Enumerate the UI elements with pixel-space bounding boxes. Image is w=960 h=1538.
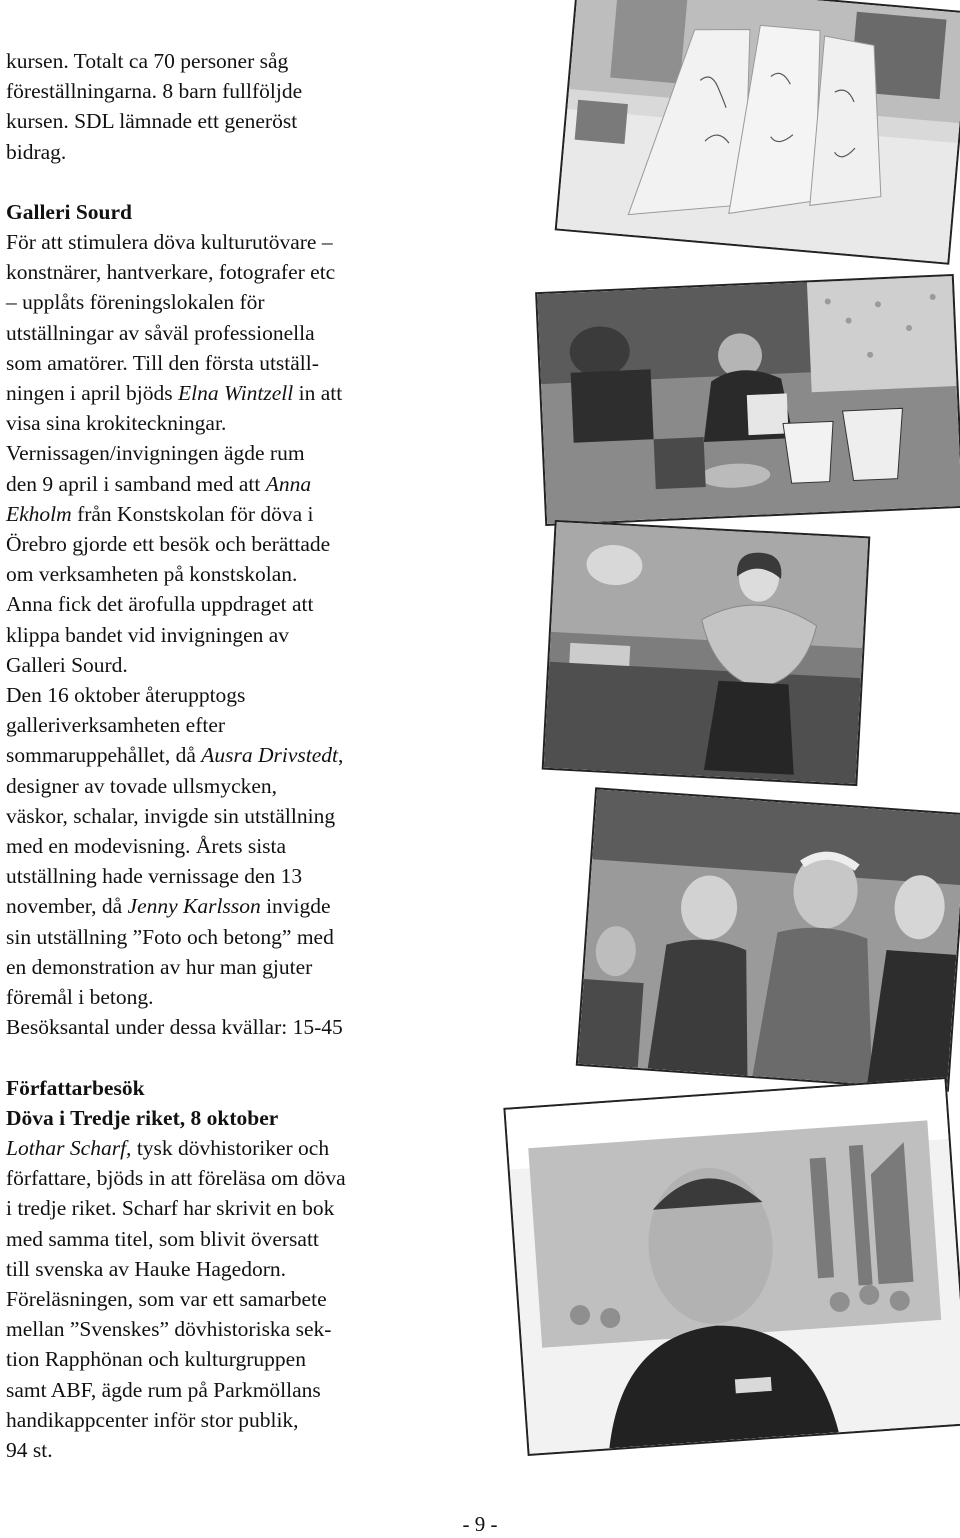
text-line: med en modevisning. Årets sista [6,834,287,859]
text-line: väskor, schalar, invigde sin utställning [6,803,336,828]
text-line: som amatörer. Till den första utställ- [6,350,319,375]
artist-name: Ausra Drivstedt [201,743,338,768]
text-line: Örebro gjorde ett besök och berättade [6,532,331,557]
text-line: Den 16 oktober återupptogs [6,683,246,708]
text-line: kursen. Totalt ca 70 personer såg [6,49,289,73]
article-text [6,46,436,1465]
text-line: november, då Jenny Karlsson invigde [6,894,331,919]
text-line: Ekholm från Konstskolan för döva i [6,501,314,526]
text-line: För att stimulera döva kulturutövare – [6,230,333,255]
section-subheading: Döva i Tredje riket, 8 oktober [6,1105,279,1130]
text-line: ningen i april bjöds Elna Wintzell in att [6,381,343,406]
text-line: den 9 april i samband med att Anna [6,471,312,496]
text-line: mellan ”Svenskes” dövhistoriska sek- [6,1317,332,1342]
text-line: utställningar av såväl professionella [6,320,315,345]
text-line: designer av tovade ullsmycken, [6,773,278,798]
text-line: sommaruppehållet, då Ausra Drivstedt, [6,743,344,768]
author-name: Lothar Scharf, [6,1135,132,1160]
text-line: i tredje riket. Scharf har skrivit en bok [6,1196,335,1221]
text-line: Lothar Scharf, tysk dövhistoriker och [6,1135,330,1160]
artist-name: Jenny Karlsson [127,894,261,919]
text-line: samt ABF, ägde rum på Parkmöllans [6,1377,321,1402]
text-line: föremål i betong. [6,985,154,1010]
text-line: Föreläsningen, som var ett samarbete [6,1286,327,1311]
text-line: föreställningarna. 8 barn fullföljde [6,79,303,104]
photo-audience [576,787,960,1091]
text-line: visa sina krokiteckningar. [6,411,227,436]
page-number: - 9 - [462,1512,498,1536]
text-line: till svenska av Hauke Hagedorn. [6,1256,287,1281]
photo-lecturer [503,1077,960,1456]
text-line: – upplåts föreningslokalen för [6,290,265,315]
photo-sketch-scrolls [555,0,960,265]
artist-name: Anna [265,471,312,496]
text-line: bidrag. [6,139,67,164]
photo-felting-workshop [535,274,960,526]
text-line: handikappcenter inför stor publik, [6,1407,299,1432]
text-line: Galleri Sourd. [6,652,128,677]
text-line: Vernissagen/invigningen ägde rum [6,441,305,466]
text-line: sin utställning ”Foto och betong” med [6,924,334,949]
text-line: Besöksantal under dessa kvällar: 15-45 [6,1015,343,1040]
section-heading-forfattarbesok: Författarbesök [6,1075,145,1100]
text-line: konstnärer, hantverkare, fotografer etc [6,260,336,285]
text-line: 94 st. [6,1437,53,1462]
text-line: utställning hade vernissage den 13 [6,864,303,889]
section-heading-galleri: Galleri Sourd [6,199,133,224]
text-line: galleriverksamheten efter [6,713,226,738]
text-line: tion Rapphönan och kulturgruppen [6,1347,306,1372]
text-line: klippa bandet vid invigningen av [6,622,290,647]
text-line: med samma titel, som blivit översatt [6,1226,319,1251]
artist-name: Ekholm [6,501,72,526]
text-line: om verksamheten på konstskolan. [6,562,298,587]
text-line: en demonstration av hur man gjuter [6,954,313,979]
text-line: författare, bjöds in att föreläsa om döva [6,1166,346,1191]
photo-fashion-show [542,520,871,786]
artist-name: Elna Wintzell [177,381,294,406]
text-line: kursen. SDL lämnade ett generöst [6,109,298,134]
text-line: Anna fick det ärofulla uppdraget att [6,592,314,617]
